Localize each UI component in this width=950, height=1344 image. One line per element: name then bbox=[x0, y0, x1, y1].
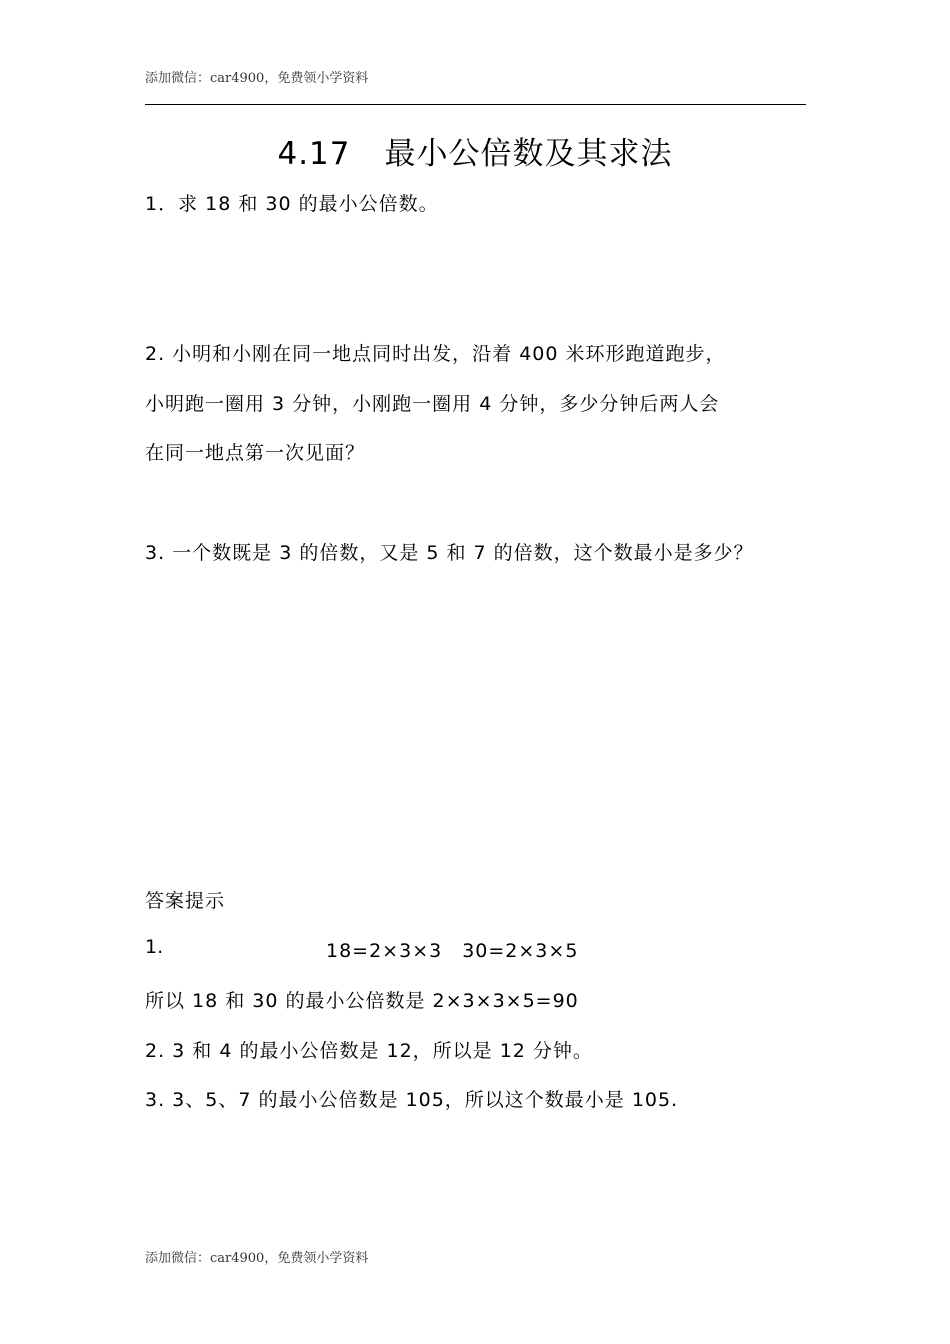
answer-2: 2. 3 和 4 的最小公倍数是 12，所以是 12 分钟。 bbox=[145, 1040, 593, 1062]
answer-1-number: 1. bbox=[145, 936, 164, 958]
question-1: 1．求 18 和 30 的最小公倍数。 bbox=[145, 193, 439, 215]
question-2-line-2: 小明跑一圈用 3 分钟，小刚跑一圈用 4 分钟，多少分钟后两人会 bbox=[145, 393, 720, 415]
answer-1-result: 所以 18 和 30 的最小公倍数是 2×3×3×5=90 bbox=[145, 990, 579, 1012]
answer-heading: 答案提示 bbox=[145, 890, 226, 912]
question-2-line-3: 在同一地点第一次见面？ bbox=[145, 442, 366, 464]
header-divider bbox=[145, 104, 806, 105]
question-3: 3. 一个数既是 3 的倍数，又是 5 和 7 的倍数，这个数最小是多少？ bbox=[145, 542, 754, 564]
answer-3: 3. 3、5、7 的最小公倍数是 105，所以这个数最小是 105. bbox=[145, 1089, 679, 1111]
page-title bbox=[0, 128, 950, 173]
lesson-title: 最小公倍数及其求法 bbox=[384, 136, 673, 172]
header-note: 添加微信：car4900，免费领小学资料 bbox=[145, 71, 369, 86]
answer-1-factorization: 18=2×3×3 30=2×3×5 bbox=[326, 940, 579, 962]
footer-note: 添加微信：car4900，免费领小学资料 bbox=[145, 1251, 369, 1266]
question-2-line-1: 2. 小明和小刚在同一地点同时出发，沿着 400 米环形跑道跑步， bbox=[145, 343, 726, 365]
lesson-number: 4.17 bbox=[277, 136, 351, 172]
